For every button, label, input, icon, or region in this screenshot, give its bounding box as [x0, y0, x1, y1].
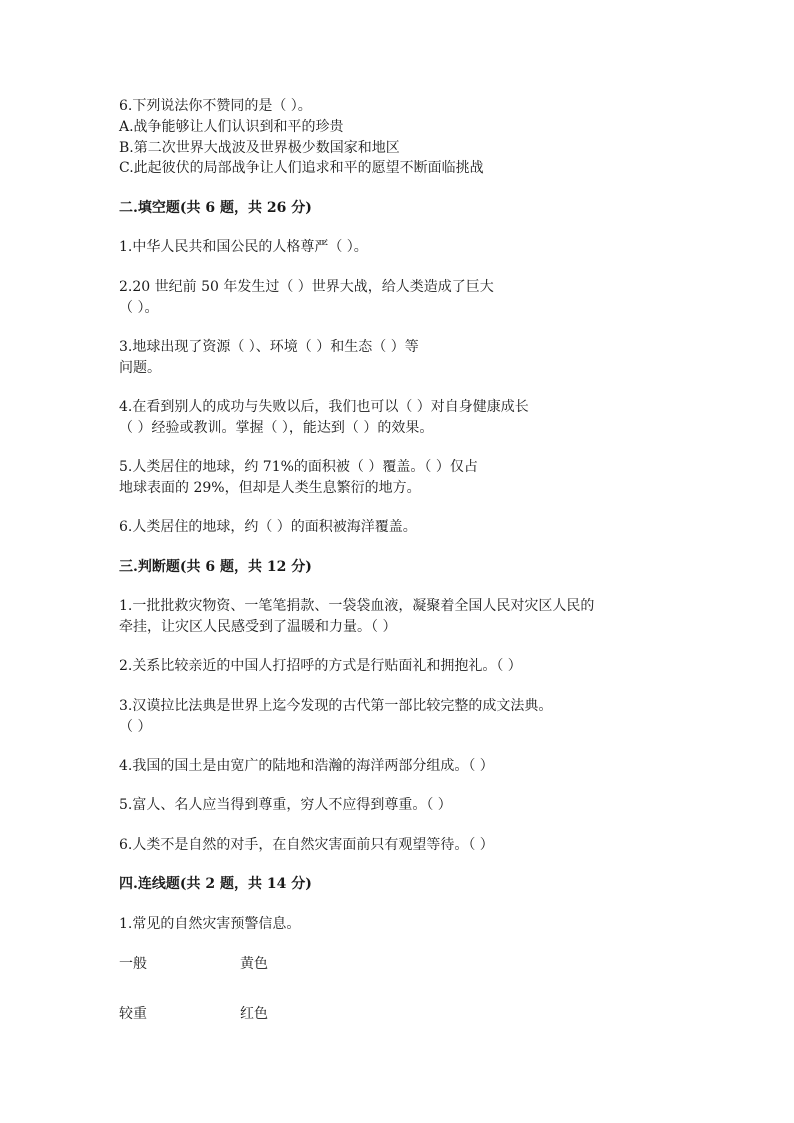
tf-item-1-line2: 牵挂，让灾区人民感受到了温暖和力量。（ ） — [119, 619, 397, 635]
tf-item-3-line1: 3.汉谟拉比法典是世界上迄今发现的古代第一部比较完整的成文法典。 — [119, 698, 553, 714]
fill-item-1: 1.中华人民共和国公民的人格尊严（ ）。 — [119, 239, 368, 255]
tf-item-1-line1: 1.一批批救灾物资、一笔笔捐款、一袋袋血液，凝聚着全国人民对灾区人民的 — [119, 598, 595, 614]
matching-left-item[interactable]: 较重 — [119, 1006, 147, 1022]
tf-item-4: 4.我国的国土是由宽广的陆地和浩瀚的海洋两部分组成。（ ） — [119, 758, 494, 774]
fill-item-5-line1: 5.人类居住的地球，约 71%的面积被（ ）覆盖。（ ）仅占 — [119, 459, 478, 475]
q6-option-b: B.第二次世界大战波及世界极少数国家和地区 — [119, 140, 400, 156]
matching-question-1: 1.常见的自然灾害预警信息。 — [119, 916, 301, 932]
q6-stem: 6.下列说法你不赞同的是（ ）。 — [119, 98, 312, 114]
tf-item-2: 2.关系比较亲近的中国人打招呼的方式是行贴面礼和拥抱礼。（ ） — [119, 658, 522, 674]
q6-option-a: A.战争能够让人们认识到和平的珍贵 — [119, 119, 344, 135]
fill-item-6: 6.人类居住的地球，约（ ）的面积被海洋覆盖。 — [119, 519, 417, 535]
matching-right-item[interactable]: 红色 — [240, 1006, 268, 1022]
tf-item-6: 6.人类不是自然的对手，在自然灾害面前只有观望等待。（ ） — [119, 837, 494, 853]
section-heading-matching: 四.连线题(共 2 题，共 14 分) — [119, 876, 312, 892]
tf-item-5: 5.富人、名人应当得到尊重，穷人不应得到尊重。（ ） — [119, 797, 452, 813]
section-heading-true-false: 三.判断题(共 6 题，共 12 分) — [119, 559, 312, 575]
tf-item-3-line2: （ ） — [119, 719, 152, 735]
fill-item-4-line2: （ ）经验或教训。掌握（ ），能达到（ ）的效果。 — [119, 420, 434, 436]
fill-item-2-line2: （ ）。 — [119, 300, 159, 316]
matching-left-item[interactable]: 一般 — [119, 956, 147, 972]
fill-item-3-line1: 3.地球出现了资源（ ）、环境（ ）和生态（ ）等 — [119, 339, 419, 355]
matching-right-item[interactable]: 黄色 — [240, 956, 268, 972]
section-heading-fill-blank: 二.填空题(共 6 题，共 26 分) — [119, 200, 312, 216]
fill-item-5-line2: 地球表面的 29%，但却是人类生息繁衍的地方。 — [119, 480, 421, 496]
fill-item-3-line2: 问题。 — [119, 360, 161, 376]
fill-item-2-line1: 2.20 世纪前 50 年发生过（ ）世界大战，给人类造成了巨大 — [119, 279, 494, 295]
fill-item-4-line1: 4.在看到别人的成功与失败以后，我们也可以（ ）对自身健康成长 — [119, 399, 529, 415]
q6-option-c: C.此起彼伏的局部战争让人们追求和平的愿望不断面临挑战 — [119, 160, 484, 176]
